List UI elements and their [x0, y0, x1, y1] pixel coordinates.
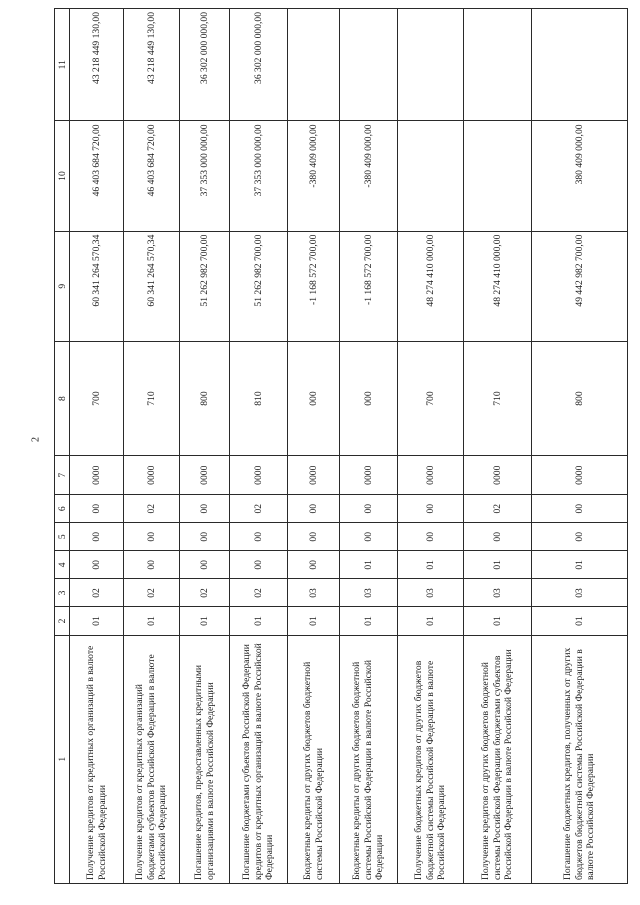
rotated-page: [54, 8, 626, 884]
code-cell: 00: [70, 551, 124, 579]
code-cell: 01: [124, 607, 180, 635]
code-cell: 02: [230, 495, 288, 523]
code-cell: 01: [340, 551, 398, 579]
row-name: Погашение кредитов, предоставленных кредитными организациями в валюте Российской Федерации: [180, 635, 230, 883]
code-cell: 0000: [464, 456, 532, 495]
code-cell: 03: [340, 579, 398, 607]
code-cell: 00: [124, 551, 180, 579]
code-cell: 02: [230, 579, 288, 607]
code-cell: 00: [180, 551, 230, 579]
amount-cell: 37 353 000 000,00: [230, 121, 288, 231]
code-cell: 02: [124, 579, 180, 607]
kvr-cell: 800: [532, 341, 628, 456]
kvr-cell: 000: [340, 341, 398, 456]
code-cell: 00: [180, 495, 230, 523]
header-cell: 4: [55, 551, 70, 579]
table-row: [230, 9, 288, 884]
code-cell: 00: [398, 523, 464, 551]
code-cell: 0000: [124, 456, 180, 495]
code-cell: 01: [180, 607, 230, 635]
code-cell: 01: [464, 607, 532, 635]
amount-cell: [464, 121, 532, 231]
code-cell: 0000: [230, 456, 288, 495]
code-cell: 03: [398, 579, 464, 607]
amount-cell: 43 218 449 130,00: [70, 9, 124, 121]
code-cell: 02: [124, 495, 180, 523]
amount-cell: 46 403 684 720,00: [124, 121, 180, 231]
amount-cell: 36 302 000 000,00: [230, 9, 288, 121]
code-cell: 0000: [398, 456, 464, 495]
table-row: [398, 9, 464, 884]
code-cell: 00: [288, 523, 340, 551]
code-cell: 03: [464, 579, 532, 607]
amount-cell: 37 353 000 000,00: [180, 121, 230, 231]
code-cell: 00: [70, 523, 124, 551]
code-cell: 01: [398, 551, 464, 579]
row-name: Погашение бюджетами субъектов Российской Федерации кредитов от кредитных организаций в валюте Российской Федерации: [230, 635, 288, 883]
code-cell: 00: [124, 523, 180, 551]
amount-cell: 49 442 982 700,00: [532, 231, 628, 341]
header-cell: 9: [55, 231, 70, 341]
code-cell: 00: [288, 495, 340, 523]
table-row: [340, 9, 398, 884]
code-cell: 00: [464, 523, 532, 551]
amount-cell: 48 274 410 000,00: [398, 231, 464, 341]
amount-cell: [532, 9, 628, 121]
code-cell: 01: [532, 551, 628, 579]
code-cell: 00: [70, 495, 124, 523]
code-cell: 0000: [532, 456, 628, 495]
code-cell: 02: [180, 579, 230, 607]
amount-cell: [340, 9, 398, 121]
code-cell: 01: [464, 551, 532, 579]
amount-cell: 46 403 684 720,00: [70, 121, 124, 231]
amount-cell: [398, 121, 464, 231]
code-cell: 0000: [288, 456, 340, 495]
row-name: Погашение бюджетных кредитов, полученных от других бюджетов бюджетной системы Российской Федерации в валюте Российской Федерации: [532, 635, 628, 883]
amount-cell: 60 341 264 570,34: [124, 231, 180, 341]
kvr-cell: 000: [288, 341, 340, 456]
code-cell: 0000: [180, 456, 230, 495]
code-cell: 00: [398, 495, 464, 523]
row-name: Получение бюджетных кредитов от других бюджетов бюджетной системы Российской Федерации в валюте Российской Федерации: [398, 635, 464, 883]
code-cell: 01: [288, 607, 340, 635]
header-cell: 7: [55, 456, 70, 495]
kvr-cell: 800: [180, 341, 230, 456]
table-row: [180, 9, 230, 884]
header-cell: 2: [55, 607, 70, 635]
header-cell: 11: [55, 9, 70, 121]
kvr-cell: 710: [464, 341, 532, 456]
code-cell: 00: [230, 523, 288, 551]
row-name: Получение кредитов от кредитных организаций бюджетами субъектов Российской Федерации в валюте Российской Федерации: [124, 635, 180, 883]
kvr-cell: 810: [230, 341, 288, 456]
kvr-cell: 700: [398, 341, 464, 456]
header-cell: 1: [55, 635, 70, 883]
row-name: Бюджетные кредиты от других бюджетов бюджетной системы Российской Федерации в валюте Российской Федерации: [340, 635, 398, 883]
amount-cell: 51 262 982 700,00: [180, 231, 230, 341]
table-row: [124, 9, 180, 884]
page-number: 2: [30, 437, 42, 442]
code-cell: 02: [464, 495, 532, 523]
code-cell: 00: [532, 523, 628, 551]
code-cell: 0000: [340, 456, 398, 495]
code-cell: 03: [532, 579, 628, 607]
header-cell: 8: [55, 341, 70, 456]
code-cell: 01: [70, 607, 124, 635]
header-cell: 5: [55, 523, 70, 551]
code-cell: 00: [340, 495, 398, 523]
code-cell: 00: [180, 523, 230, 551]
code-cell: 02: [70, 579, 124, 607]
table-row: [288, 9, 340, 884]
header-cell: 3: [55, 579, 70, 607]
amount-cell: -380 409 000,00: [288, 121, 340, 231]
amount-cell: -1 168 572 700,00: [340, 231, 398, 341]
amount-cell: 48 274 410 000,00: [464, 231, 532, 341]
row-name: Получение кредитов от кредитных организаций в валюте Российской Федерации: [70, 635, 124, 883]
amount-cell: 60 341 264 570,34: [70, 231, 124, 341]
code-cell: 03: [288, 579, 340, 607]
header-cell: 6: [55, 495, 70, 523]
header-row: [55, 9, 70, 884]
amount-cell: -380 409 000,00: [340, 121, 398, 231]
code-cell: 0000: [70, 456, 124, 495]
amount-cell: 51 262 982 700,00: [230, 231, 288, 341]
code-cell: 00: [340, 523, 398, 551]
code-cell: 00: [230, 551, 288, 579]
amount-cell: [398, 9, 464, 121]
amount-cell: [464, 9, 532, 121]
amount-cell: -1 168 572 700,00: [288, 231, 340, 341]
code-cell: 01: [532, 607, 628, 635]
kvr-cell: 710: [124, 341, 180, 456]
code-cell: 00: [288, 551, 340, 579]
table-row: [464, 9, 532, 884]
amount-cell: 36 302 000 000,00: [180, 9, 230, 121]
code-cell: 01: [340, 607, 398, 635]
code-cell: 01: [398, 607, 464, 635]
amount-cell: 43 218 449 130,00: [124, 9, 180, 121]
amount-cell: [288, 9, 340, 121]
table-row: [70, 9, 124, 884]
header-cell: 10: [55, 121, 70, 231]
kvr-cell: 700: [70, 341, 124, 456]
code-cell: 01: [230, 607, 288, 635]
budget-sources-table: [54, 8, 628, 884]
row-name: Бюджетные кредиты от других бюджетов бюджетной системы Российской Федерации: [288, 635, 340, 883]
row-name: Получение кредитов от других бюджетов бюджетной системы Российской Федерации бюджетами субъектов Российской Федерации в валюте Российской Федерации: [464, 635, 532, 883]
code-cell: 00: [532, 495, 628, 523]
table-row: [532, 9, 628, 884]
amount-cell: 380 409 000,00: [532, 121, 628, 231]
